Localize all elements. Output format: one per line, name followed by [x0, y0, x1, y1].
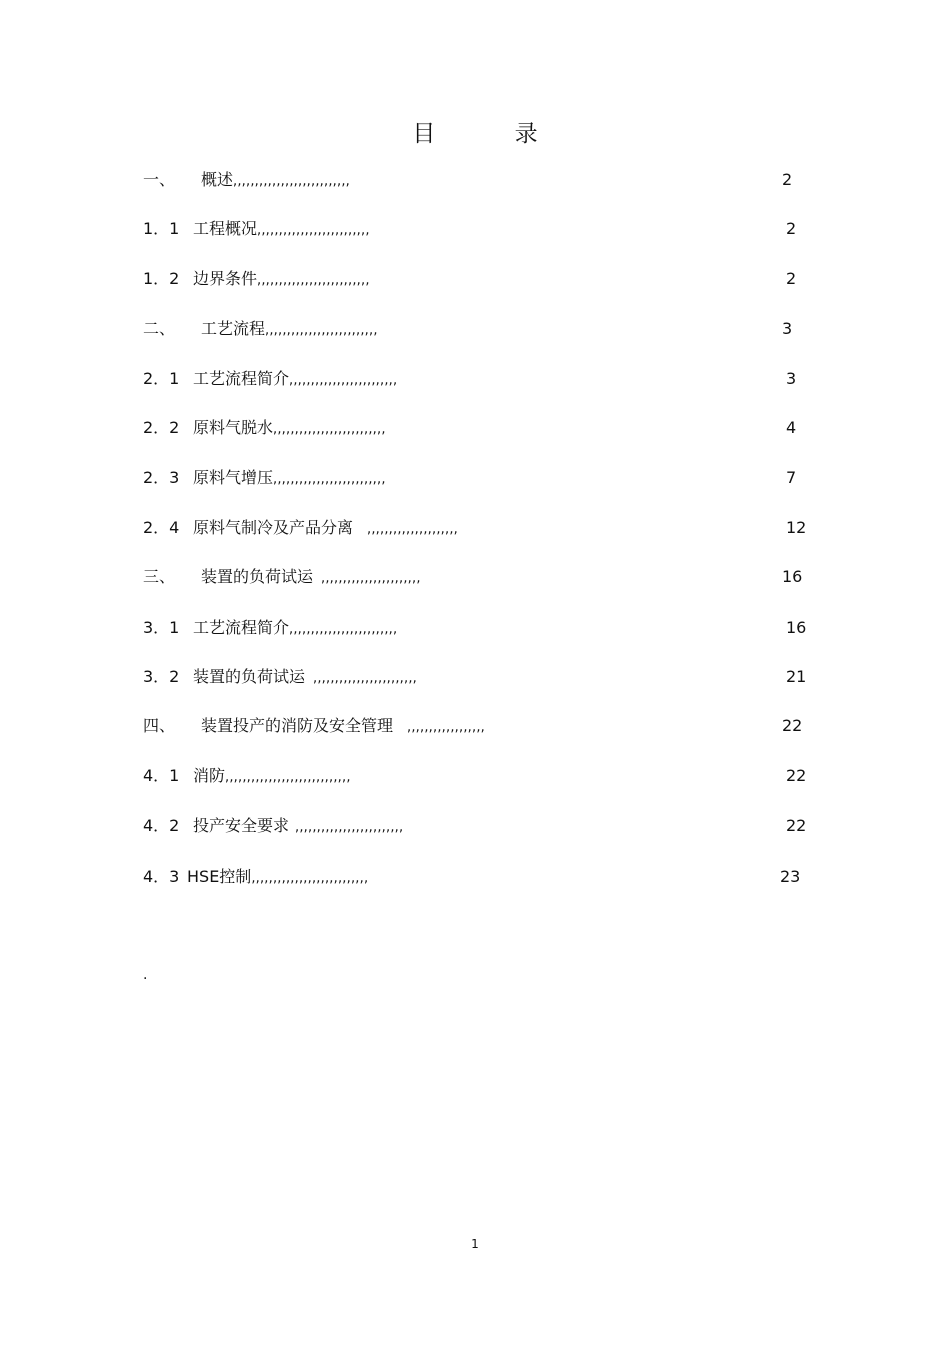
toc-title: 原料气脱水 — [193, 418, 274, 437]
toc-title: 边界条件 — [193, 269, 258, 288]
toc-title: 概述 — [201, 170, 234, 189]
toc-leader: ,,,,,,,,,,,,,,,,,, — [407, 720, 485, 735]
toc-page-number: 3 — [782, 319, 793, 338]
toc-page-number: 22 — [786, 816, 807, 835]
toc-entry[interactable] — [143, 367, 803, 391]
page-title: 目 录 — [412, 121, 574, 147]
toc-page-number: 22 — [782, 716, 803, 735]
toc-page-number: 12 — [786, 518, 807, 537]
toc-leader: ,,,,,,,,,,,,,,,,,,,,,,,,, — [289, 373, 398, 388]
toc-leader: ,,,,,,,,,,,,,,,,,,,,,,,,, — [289, 622, 398, 637]
toc-number: 四、 — [143, 716, 176, 735]
toc-leader: ,,,,,,,,,,,,,,,,,,,,,,,,,, — [273, 472, 386, 487]
toc-number: 3．2 — [143, 667, 180, 686]
toc-entry[interactable] — [143, 416, 803, 440]
toc-page-number: 22 — [786, 766, 807, 785]
toc-entry[interactable] — [143, 865, 808, 889]
toc-leader: ,,,,,,,,,,,,,,,,,,,,, — [367, 522, 458, 537]
toc-number: 3．1 — [143, 618, 180, 637]
toc-entry[interactable] — [143, 267, 803, 291]
toc-entry[interactable] — [143, 168, 803, 192]
stray-mark: . — [143, 967, 148, 983]
toc-title: 装置投产的消防及安全管理 — [201, 716, 394, 735]
toc-leader: ,,,,,,,,,,,,,,,,,,,,,,,,,,,,, — [225, 770, 351, 785]
toc-title: 工艺流程简介 — [193, 618, 290, 637]
toc-leader: ,,,,,,,,,,,,,,,,,,,,,,,,, — [295, 820, 404, 835]
toc-entry[interactable] — [143, 665, 808, 689]
toc-leader: ,,,,,,,,,,,,,,,,,,,,,,,,,, — [257, 273, 370, 288]
toc-page-number: 21 — [786, 667, 807, 686]
toc-leader: ,,,,,,,,,,,,,,,,,,,,,,,,,, — [257, 223, 370, 238]
toc-page-number: 3 — [786, 369, 797, 388]
toc-entry[interactable] — [143, 466, 803, 490]
toc-number: 4．1 — [143, 766, 180, 785]
toc-leader: ,,,,,,,,,,,,,,,,,,,,,,,,,,, — [233, 174, 350, 189]
toc-number: 一、 — [143, 170, 176, 189]
toc-number: 2．2 — [143, 418, 180, 437]
toc-title: 工程概况 — [193, 219, 258, 238]
toc-title: 工艺流程 — [201, 319, 266, 338]
toc-entry[interactable] — [143, 714, 808, 738]
toc-number: 1．2 — [143, 269, 180, 288]
toc-title: 消防 — [193, 766, 226, 785]
page-number: 1 — [471, 1237, 479, 1251]
toc-page-number: 7 — [786, 468, 797, 487]
toc-page-number: 16 — [782, 567, 803, 586]
toc-title: 原料气制冷及产品分离 — [193, 518, 354, 537]
toc-number: 2．1 — [143, 369, 180, 388]
toc-page-number: 23 — [780, 867, 801, 886]
toc-leader: ,,,,,,,,,,,,,,,,,,,,,,, — [321, 571, 421, 586]
toc-entry[interactable] — [143, 516, 808, 540]
toc-title: HSE控制 — [187, 867, 252, 886]
toc-leader: ,,,,,,,,,,,,,,,,,,,,,,,,,,, — [251, 871, 369, 886]
toc-leader: ,,,,,,,,,,,,,,,,,,,,,,,,,, — [265, 323, 378, 338]
toc-entry[interactable] — [143, 217, 803, 241]
toc-title: 装置的负荷试运 — [201, 567, 314, 586]
toc-entry[interactable] — [143, 317, 803, 341]
toc-number: 1．1 — [143, 219, 180, 238]
toc-entry[interactable] — [143, 565, 808, 589]
toc-page-number: 16 — [786, 618, 807, 637]
toc-entry[interactable] — [143, 764, 808, 788]
toc-page-number: 4 — [786, 418, 797, 437]
toc-number: 4．3 — [143, 867, 180, 886]
toc-title: 装置的负荷试运 — [193, 667, 306, 686]
toc-leader: ,,,,,,,,,,,,,,,,,,,,,,,,,, — [273, 422, 386, 437]
toc-page-number: 2 — [786, 219, 797, 238]
toc-entry[interactable] — [143, 814, 808, 838]
toc-number: 三、 — [143, 567, 176, 586]
toc-page-number: 2 — [782, 170, 793, 189]
toc-number: 4．2 — [143, 816, 180, 835]
toc-title: 工艺流程简介 — [193, 369, 290, 388]
toc-number: 2．4 — [143, 518, 180, 537]
toc-entry[interactable] — [143, 616, 808, 640]
toc-title: 投产安全要求 — [193, 816, 290, 835]
toc-leader: ,,,,,,,,,,,,,,,,,,,,,,,, — [313, 671, 417, 686]
toc-number: 2．3 — [143, 468, 180, 487]
toc-title: 原料气增压 — [193, 468, 274, 487]
toc-page-number: 2 — [786, 269, 797, 288]
toc-number: 二、 — [143, 319, 176, 338]
